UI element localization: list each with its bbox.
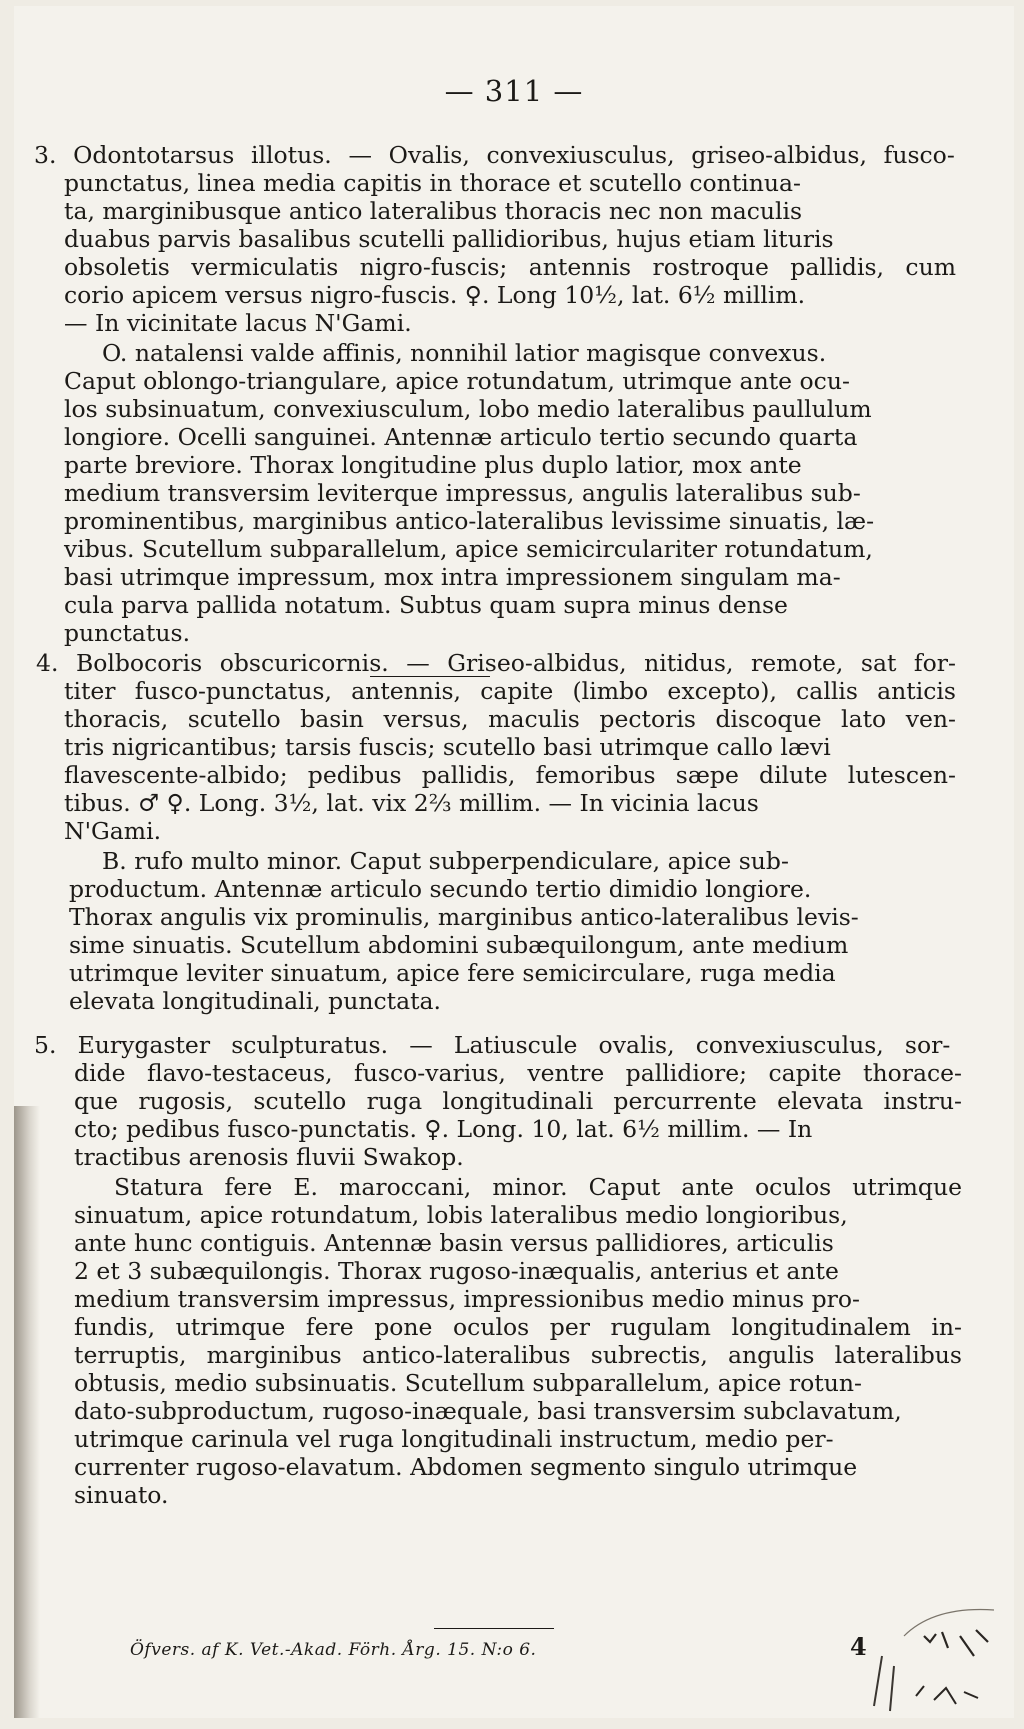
- text-line: que rugosis, scutello ruga longitudinali percurrente elevata instru-: [74, 1087, 962, 1115]
- section-divider: [370, 676, 490, 677]
- text-line: utrimque leviter sinuatum, apice fere semicirculare, ruga media: [69, 959, 836, 987]
- text-line: tris nigricantibus; tarsis fuscis; scutello basi utrimque callo lævi: [64, 733, 831, 761]
- section-divider: [434, 1628, 554, 1629]
- text-line: sinuato.: [74, 1481, 169, 1509]
- text-line: cto; pedibus fusco-punctatis. ♀. Long. 10, lat. 6½ millim. — In: [74, 1115, 813, 1143]
- text-line: productum. Antennæ articulo secundo tertio dimidio longiore.: [69, 875, 812, 903]
- text-line: fundis, utrimque fere pone oculos per rugulam longitudinalem in-: [74, 1313, 962, 1341]
- text-line: titer fusco-punctatus, antennis, capite (limbo excepto), callis anticis: [64, 677, 956, 705]
- text-line: obtusis, medio subsinuatis. Scutellum subparallelum, apice rotun-: [74, 1369, 862, 1397]
- journal-footer: Öfvers. af K. Vet.-Akad. Förh. Årg. 15. N:o 6.: [130, 1640, 537, 1660]
- text-line: vibus. Scutellum subparallelum, apice semicirculariter rotundatum,: [64, 535, 873, 563]
- text-line: longiore. Ocelli sanguinei. Antennæ articulo tertio secundo quarta: [64, 423, 858, 451]
- text-line: elevata longitudinali, punctata.: [69, 987, 442, 1015]
- text-line: prominentibus, marginibus antico-lateralibus levissime sinuatis, læ-: [64, 507, 875, 535]
- text-line: ta, marginibusque antico lateralibus thoracis nec non maculis: [64, 197, 803, 225]
- text-line: obsoletis vermiculatis nigro-fuscis; antennis rostroque pallidis, cum: [64, 253, 956, 281]
- text-line: punctatus, linea media capitis in thorace et scutello continua-: [64, 169, 801, 197]
- text-line: punctatus.: [64, 619, 191, 647]
- text-line: — In vicinitate lacus N'Gami.: [64, 309, 412, 337]
- sheet-number: 4: [850, 1632, 867, 1661]
- text-line: cula parva pallida notatum. Subtus quam supra minus dense: [64, 591, 788, 619]
- text-line: medium transversim leviterque impressus, angulis lateralibus sub-: [64, 479, 861, 507]
- text-line: thoracis, scutello basin versus, maculis pectoris discoque lato ven-: [64, 705, 956, 733]
- text-line: duabus parvis basalibus scutelli pallidioribus, hujus etiam lituris: [64, 225, 834, 253]
- page-number: — 311 —: [444, 74, 584, 108]
- text-line: Caput oblongo-triangulare, apice rotundatum, utrimque ante ocu-: [64, 367, 850, 395]
- text-line: flavescente-albido; pedibus pallidis, femoribus sæpe dilute lutescen-: [64, 761, 956, 789]
- text-line: los subsinuatum, convexiusculum, lobo medio lateralibus paullulum: [64, 395, 872, 423]
- text-line: ante hunc contiguis. Antennæ basin versus pallidiores, articulis: [74, 1229, 834, 1257]
- text-line: utrimque carinula vel ruga longitudinali instructum, medio per-: [74, 1425, 834, 1453]
- text-line: 4. Bolbocoris obscuricornis. — Griseo-albidus, nitidus, remote, sat for-: [36, 649, 956, 677]
- text-line: tractibus arenosis fluvii Swakop.: [74, 1143, 464, 1171]
- text-line: N'Gami.: [64, 817, 162, 845]
- text-line: B. rufo multo minor. Caput subperpendiculare, apice sub-: [102, 847, 789, 875]
- text-line: 3. Odontotarsus illotus. — Ovalis, convexiusculus, griseo-albidus, fusco-: [34, 141, 955, 169]
- text-line: terruptis, marginibus antico-lateralibus subrectis, angulis lateralibus: [74, 1341, 962, 1369]
- text-line: 5. Eurygaster sculpturatus. — Latiuscule ovalis, convexiusculus, sor-: [34, 1031, 951, 1059]
- text-line: corio apicem versus nigro-fuscis. ♀. Long 10½, lat. 6½ millim.: [64, 281, 806, 309]
- text-line: dato-subproductum, rugoso-inæquale, basi transversim subclavatum,: [74, 1397, 902, 1425]
- text-line: 2 et 3 subæquilongis. Thorax rugoso-inæqualis, anterius et ante: [74, 1257, 839, 1285]
- text-line: tibus. ♂ ♀. Long. 3½, lat. vix 2⅔ millim. — In vicinia lacus: [64, 789, 759, 817]
- text-line: dide flavo-testaceus, fusco-varius, ventre pallidiore; capite thorace-: [74, 1059, 962, 1087]
- binding-shadow: [14, 1106, 40, 1718]
- text-line: sime sinuatis. Scutellum abdomini subæquilongum, ante medium: [69, 931, 849, 959]
- text-line: Statura fere E. maroccani, minor. Caput ante oculos utrimque: [114, 1173, 962, 1201]
- text-line: sinuatum, apice rotundatum, lobis lateralibus medio longioribus,: [74, 1201, 848, 1229]
- text-line: basi utrimque impressum, mox intra impressionem singulam ma-: [64, 563, 841, 591]
- text-line: medium transversim impressus, impressionibus medio minus pro-: [74, 1285, 860, 1313]
- text-line: Thorax angulis vix prominulis, marginibus antico-lateralibus levis-: [69, 903, 859, 931]
- marginal-scribble-icon: [864, 1596, 1004, 1716]
- text-line: parte breviore. Thorax longitudine plus duplo latior, mox ante: [64, 451, 802, 479]
- text-line: currenter rugoso-elavatum. Abdomen segmento singulo utrimque: [74, 1453, 858, 1481]
- scanned-page: [14, 6, 1014, 1718]
- text-line: O. natalensi valde affinis, nonnihil latior magisque convexus.: [102, 339, 827, 367]
